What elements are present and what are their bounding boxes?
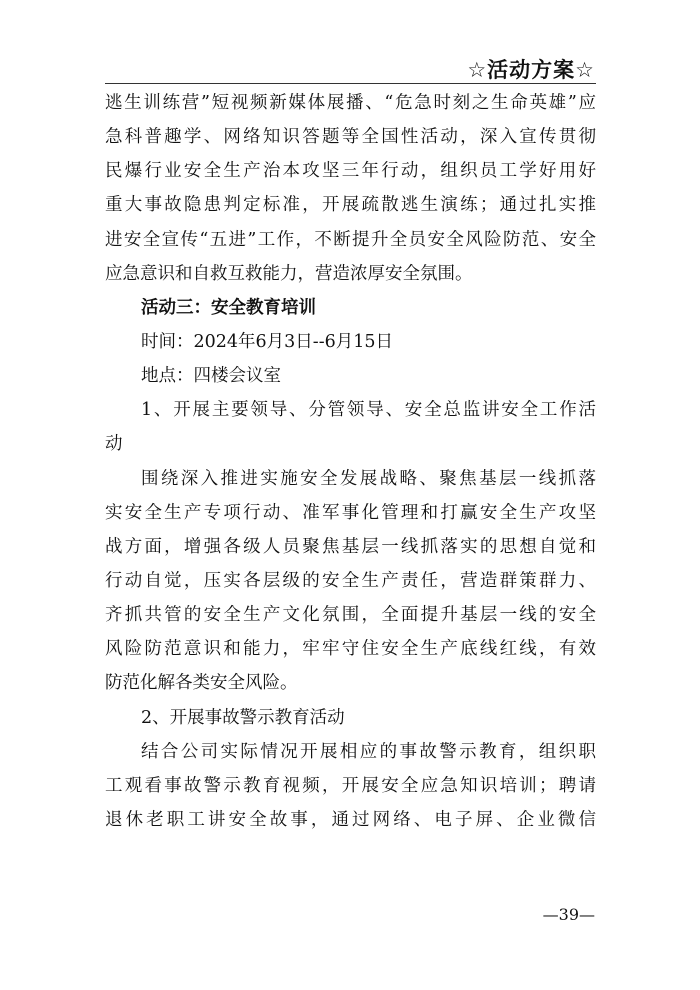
- body-line: 进安全宣传“五进”工作，不断提升全员安全风险防范、安全: [105, 229, 596, 250]
- body-line: 退休老职工讲安全故事，通过网络、电子屏、企业微信: [105, 809, 596, 830]
- body-line: 工观看事故警示教育视频，开展安全应急知识培训；聘请: [105, 775, 596, 796]
- activity-time: 时间：2024年6月3日--6月15日: [141, 331, 394, 352]
- body-line: 结合公司实际情况开展相应的事故警示教育，组织职: [141, 741, 596, 762]
- body-line: 急科普趣学、网络知识答题等全国性活动，深入宣传贯彻: [105, 127, 596, 148]
- body-line: 战方面，增强各级人员聚焦基层一线抓落实的思想自觉和: [105, 536, 596, 557]
- body-line: 应急意识和自救互救能力，营造浓厚安全氛围。: [105, 263, 473, 284]
- header-title: ☆活动方案☆: [467, 58, 595, 82]
- subsection-heading-2: 2、开展事故警示教育活动: [141, 707, 345, 728]
- header-divider: [105, 83, 596, 84]
- body-line: 防范化解各类安全风险。: [105, 673, 298, 694]
- body-line: 风险防范意识和能力，牢牢守住安全生产底线红线，有效: [105, 639, 596, 660]
- page-number: —39—: [542, 905, 595, 924]
- body-line: 围绕深入推进实施安全发展战略、聚焦基层一线抓落: [141, 468, 596, 489]
- subsection-heading-1-continued: 动: [105, 434, 123, 455]
- document-body: [105, 86, 596, 837]
- body-line: 齐抓共管的安全生产文化氛围，全面提升基层一线的安全: [105, 605, 596, 626]
- body-line: 实安全生产专项行动、准军事化管理和打赢安全生产攻坚: [105, 502, 596, 523]
- body-line: 重大事故隐患判定标准，开展疏散逃生演练；通过扎实推: [105, 195, 596, 216]
- body-line: 逃生训练营”短视频新媒体展播、“危急时刻之生命英雄”应: [105, 93, 596, 113]
- section-heading-activity-three: 活动三：安全教育培训: [141, 297, 316, 318]
- subsection-heading-1: 1、开展主要领导、分管领导、安全总监讲安全工作活: [141, 400, 596, 421]
- body-line: 民爆行业安全生产治本攻坚三年行动，组织员工学好用好: [105, 161, 596, 182]
- body-line: 行动自觉，压实各层级的安全生产责任，营造群策群力、: [105, 570, 596, 591]
- activity-location: 地点：四楼会议室: [141, 366, 281, 387]
